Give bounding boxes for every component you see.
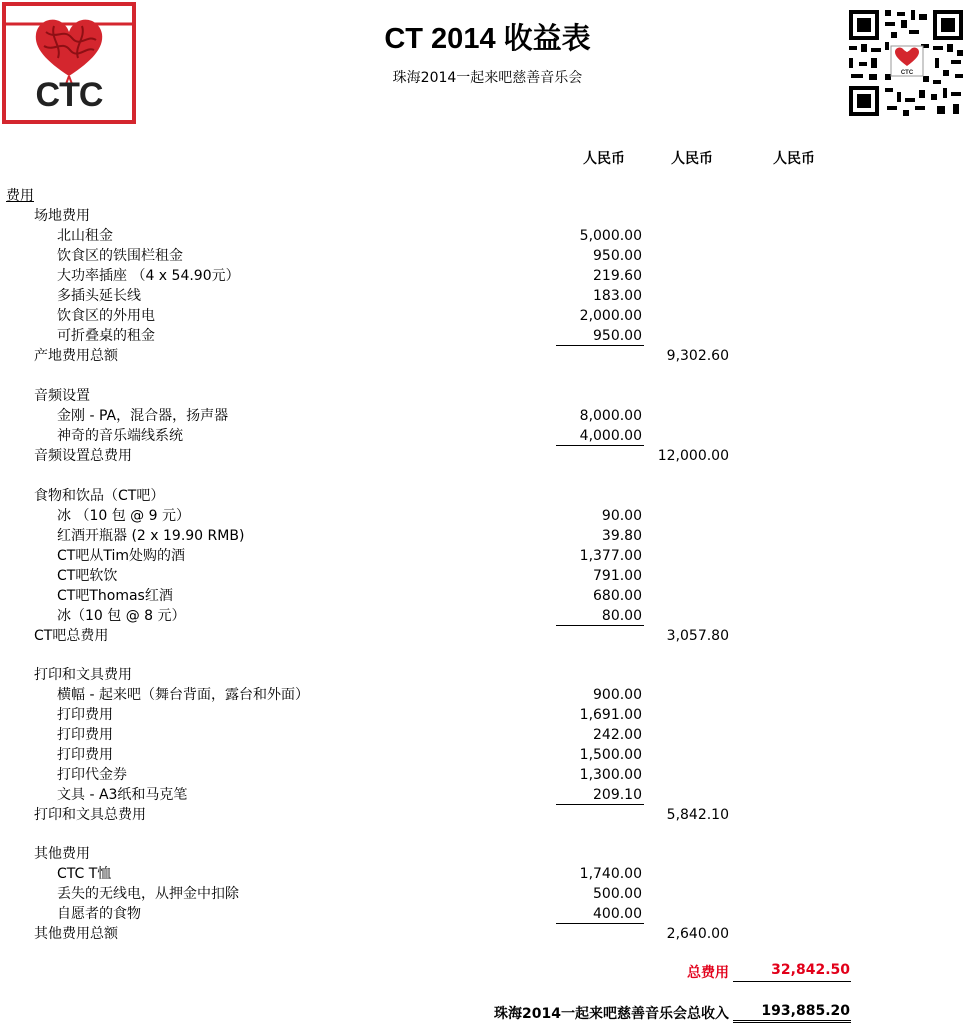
group-title-row [0,844,975,864]
table-row [0,765,975,785]
item-value: 4,000.00 [579,428,642,444]
item-value: 1,377.00 [579,548,642,564]
table-row [0,904,975,924]
section-row [0,186,975,206]
item-label: 饮食区的铁围栏租金 [57,248,183,264]
table-row [0,685,975,705]
subtotal-row [0,924,975,944]
group-title: 场地费用 [34,208,90,224]
subtotal-label: CT吧总费用 [34,628,109,644]
page-subtitle: 珠海2014一起来吧慈善音乐会 [392,70,583,86]
logo-text: CTC [35,76,103,114]
item-value: 1,500.00 [579,747,642,763]
item-value: 950.00 [593,328,642,344]
subtotal-row [0,805,975,825]
item-label: 大功率插座 （4 x 54.90元） [57,268,240,284]
item-value: 900.00 [593,687,642,703]
table-row [0,306,975,326]
item-value: 8,000.00 [579,408,642,424]
item-label: 横幅 - 起来吧（舞台背面，露台和外面） [57,687,309,703]
group-title: 其他费用 [34,846,90,862]
item-label: 自愿者的食物 [57,906,141,922]
grand-income-value: 193,885.20 [761,1003,850,1019]
table-row [0,226,975,246]
table-row [0,745,975,765]
column-header-2: 人民币 [671,151,713,167]
item-value: 791.00 [593,568,642,584]
table-row [0,246,975,266]
table-row [0,426,975,446]
total-expenses-label: 总费用 [687,965,729,981]
subtotal-value: 12,000.00 [657,448,729,464]
item-label: CT吧从Tim处购的酒 [57,548,185,564]
group-title-row [0,206,975,226]
item-value: 242.00 [593,727,642,743]
item-label: 冰（10 包 @ 8 元） [57,608,186,624]
item-value: 39.80 [601,528,642,544]
item-label: 文具 - A3纸和马克笔 [57,787,188,803]
item-label: 饮食区的外用电 [57,308,155,324]
subtotal-value: 5,842.10 [666,807,729,823]
subtotal-row [0,626,975,646]
item-value: 90.00 [601,508,642,524]
group-title: 打印和文具费用 [34,667,132,683]
table-row [0,506,975,526]
table-row [0,606,975,626]
grand-income-label: 珠海2014一起来吧慈善音乐会总收入 [494,1006,729,1022]
item-label: 打印费用 [57,747,113,763]
table-row [0,266,975,286]
item-value: 400.00 [593,906,642,922]
item-value: 680.00 [593,588,642,604]
item-value: 1,300.00 [579,767,642,783]
table-row [0,406,975,426]
column-header-1: 人民币 [583,151,625,167]
group-title-row [0,386,975,406]
total-rule [733,981,851,982]
table-row [0,705,975,725]
item-value: 219.60 [593,268,642,284]
item-value: 5,000.00 [579,228,642,244]
column-header-3: 人民币 [773,151,815,167]
item-value: 183.00 [593,288,642,304]
item-label: 丢失的无线电，从押金中扣除 [57,886,239,902]
item-label: CTC T恤 [57,866,112,882]
subtotal-label: 其他费用总额 [34,926,118,942]
grand-rule-1 [733,1020,851,1021]
section-label: 费用 [6,188,34,204]
subtotal-value: 2,640.00 [666,926,729,942]
table-row [0,586,975,606]
item-value: 1,691.00 [579,707,642,723]
group-title-row [0,486,975,506]
item-label: 冰 （10 包 @ 9 元） [57,508,190,524]
item-label: 多插头延长线 [57,288,141,304]
item-label: 可折叠桌的租金 [57,328,155,344]
group-title-row [0,665,975,685]
table-row [0,864,975,884]
table-row [0,526,975,546]
item-label: 神奇的音乐端线系统 [57,428,183,444]
table-row [0,884,975,904]
subtotal-value: 3,057.80 [666,628,729,644]
qr-badge-text: CTC [900,70,914,76]
table-row [0,546,975,566]
item-label: CT吧Thomas红酒 [57,588,173,604]
item-label: 红酒开瓶器 (2 x 19.90 RMB) [57,528,245,544]
table-row [0,785,975,805]
item-label: CT吧软饮 [57,568,118,584]
subtotal-label: 打印和文具总费用 [34,807,146,823]
group-title: 音频设置 [34,388,90,404]
item-value: 950.00 [593,248,642,264]
subtotal-row [0,346,975,366]
table-row [0,286,975,306]
item-value: 209.10 [593,787,642,803]
total-expenses-value: 32,842.50 [771,962,850,978]
item-label: 打印费用 [57,707,113,723]
table-row [0,725,975,745]
subtotal-label: 音频设置总费用 [34,448,132,464]
table-row [0,326,975,346]
item-value: 80.00 [601,608,642,624]
item-label: 北山租金 [57,228,113,244]
item-value: 2,000.00 [579,308,642,324]
group-title: 食物和饮品（CT吧） [34,488,165,504]
item-value: 500.00 [593,886,642,902]
grand-rule-2 [733,1022,851,1023]
table-row [0,566,975,586]
subtotal-value: 9,302.60 [666,348,729,364]
qr-code-icon [847,8,965,118]
subtotal-label: 产地费用总额 [34,348,118,364]
item-label: 打印代金券 [57,767,127,783]
item-value: 1,740.00 [579,866,642,882]
item-label: 打印费用 [57,727,113,743]
item-label: 金刚 - PA，混合器，扬声器 [57,408,229,424]
page-title: CT 2014 收益表 [384,23,591,55]
subtotal-row [0,446,975,466]
